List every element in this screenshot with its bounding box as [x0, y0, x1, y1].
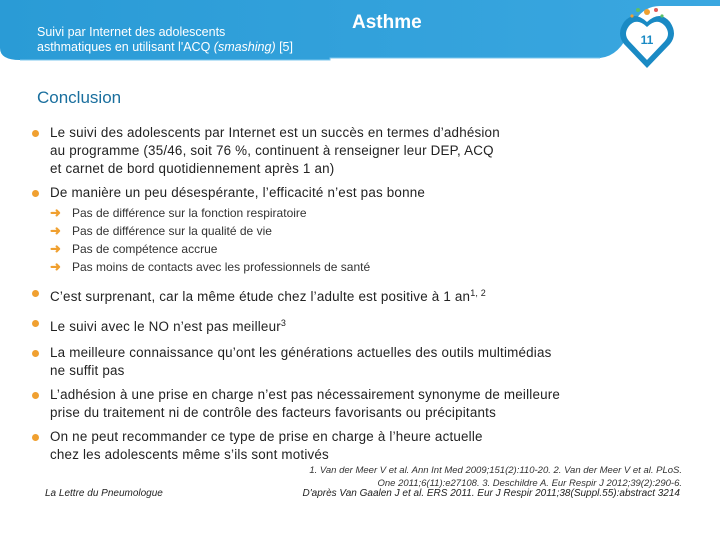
- sub-list: [32, 204, 682, 276]
- bullet-dot-icon: [32, 190, 39, 197]
- list-item: L’adhésion à une prise en charge n’est pas nécessairement synonyme de meilleure prise du traitement ni de contrôle des facteurs favorisants ou précipitants: [32, 386, 682, 422]
- arrow-right-icon: ➜: [50, 241, 61, 256]
- bullet-dot-icon: [32, 320, 39, 327]
- header-banner: [0, 0, 720, 70]
- sub-list-item: ➜ Pas moins de contacts avec les professionnels de santé: [50, 259, 371, 274]
- sub-list-item: ➜ Pas de différence sur la fonction respiratoire: [50, 205, 307, 220]
- bullet-dot-icon: [32, 392, 39, 399]
- conclusion-list: [32, 124, 682, 470]
- arrow-right-icon: ➜: [50, 205, 61, 220]
- sub-list-item: ➜ Pas de compétence accrue: [50, 241, 218, 256]
- bullet-dot-icon: [32, 290, 39, 297]
- list-item: La meilleure connaissance qu’ont les générations actuelles des outils multimédias ne suffit pas: [32, 344, 682, 380]
- list-item: Le suivi avec le NO n’est pas meilleur$^3$: [32, 314, 682, 336]
- sub-list-item: ➜ Pas de différence sur la qualité de vie: [50, 223, 272, 238]
- page-title: Asthme: [352, 12, 422, 33]
- list-item: Le suivi des adolescents par Internet est un succès en termes d’adhésion au programme (35/46, soit 76 %, continuent à renseigner leur DEP, ACQ et carnet de bord quotidiennement après 1 an): [32, 124, 682, 178]
- list-item: C’est surprenant, car la même étude chez l’adulte est positive à 1 an$^{1, 2}$: [32, 284, 682, 306]
- page-badge: [618, 2, 676, 72]
- section-title: Conclusion: [37, 88, 122, 107]
- arrow-right-icon: ➜: [50, 259, 61, 274]
- footer-journal: La Lettre du Pneumologue: [45, 488, 163, 499]
- list-item: De manière un peu désespérante, l’efficacité n’est pas bonne: [32, 184, 682, 202]
- bullet-dot-icon: [32, 350, 39, 357]
- bullet-dot-icon: [32, 434, 39, 441]
- footer-source: D'après Van Gaalen J et al. ERS 2011. Eur J Respir 2011;38(Suppl.55):abstract 3214: [302, 488, 680, 499]
- references: 1. Van der Meer V et al. Ann Int Med 2009;151(2):110-20. 2. Van der Meer V et al. PLoS. One 2011;6(11):e27108. 3. Deschildre A. Eur Respir J 2012;39(2):290-6.: [309, 465, 682, 489]
- arrow-right-icon: ➜: [50, 223, 61, 238]
- header-subtitle: Suivi par Internet des adolescents asthmatiques en utilisant l'ACQ (smashing) [5]: [37, 25, 293, 54]
- list-item: On ne peut recommander ce type de prise en charge à l’heure actuelle chez les adolescents même s’ils sont motivés: [32, 428, 682, 464]
- bullet-dot-icon: [32, 130, 39, 137]
- page-number: 11: [640, 33, 654, 47]
